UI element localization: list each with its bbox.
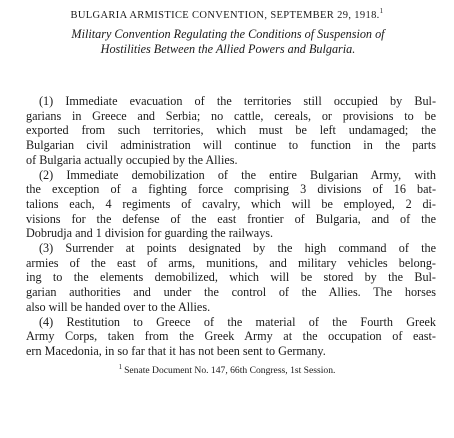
footnote [0, 363, 454, 376]
paragraph-line: armies of the east of arms, munitions, and military vehicles belong- [26, 255, 436, 270]
paragraph-line: exported from such territories, which must be left undamaged; the [26, 123, 436, 138]
paragraph-line: (4) Restitution to Greece of the material of the Fourth Greek [39, 314, 436, 329]
paragraph-line: garian authorities and under the control of the Allies. The horses [26, 285, 436, 300]
document-subtitle [18, 27, 438, 57]
paragraph-line: Dobrudja and 1 division for guarding the railways. [26, 226, 274, 241]
paragraph-line: talions each, 4 regiments of cavalry, which will be employed, 2 di- [26, 196, 436, 211]
paragraph-1 [26, 94, 436, 168]
paragraph-line: of Bulgaria actually occupied by the Allies. [26, 152, 238, 167]
paragraph-line: (1) Immediate evacuation of the territories still occupied by Bul- [39, 94, 436, 108]
paragraph-line: ing to the elements demobilized, which will be stored by the Bul- [26, 270, 436, 285]
footnote-text: Senate Document No. 147, 66th Congress, 1st Session. [124, 365, 336, 376]
paragraph-3 [26, 241, 436, 315]
document-body [26, 94, 436, 359]
heading-text: BULGARIA ARMISTICE CONVENTION, SEPTEMBER 29, 1918. [70, 10, 380, 21]
paragraph-line: the exception of a fighting force comprising 3 divisions of 16 bat- [26, 182, 436, 197]
paragraph-line: Bulgarian civil administration will continue to function in the parts [26, 138, 436, 153]
paragraph-2 [26, 168, 436, 242]
paragraph-4 [26, 315, 436, 359]
running-heading [0, 7, 454, 21]
paragraph-line: (2) Immediate demobilization of the entire Bulgarian Army, with [39, 167, 436, 182]
paragraph-line: (3) Surrender at points designated by the high command of the [39, 241, 436, 256]
paragraph-line: ern Macedonia, in so far that it has not been sent to Germany. [26, 343, 326, 358]
paragraph-line: Army Corps, taken from the Greek Army at the occupation of east- [26, 329, 436, 344]
paragraph-line: visions for the defense of the east frontier of Bulgaria, and of the [26, 211, 436, 226]
subtitle-line: Hostilities Between the Allied Powers and Bulgaria. [100, 42, 356, 56]
paragraph-line: garians in Greece and Serbia; no cattle, cereals, or provisions to be [26, 108, 436, 123]
paragraph-line: also will be handed over to the Allies. [26, 299, 211, 314]
heading-footnote-mark: 1 [379, 7, 384, 15]
subtitle-line: Military Convention Regulating the Conditions of Suspension of [71, 27, 385, 41]
footnote-mark: 1 [118, 363, 123, 371]
